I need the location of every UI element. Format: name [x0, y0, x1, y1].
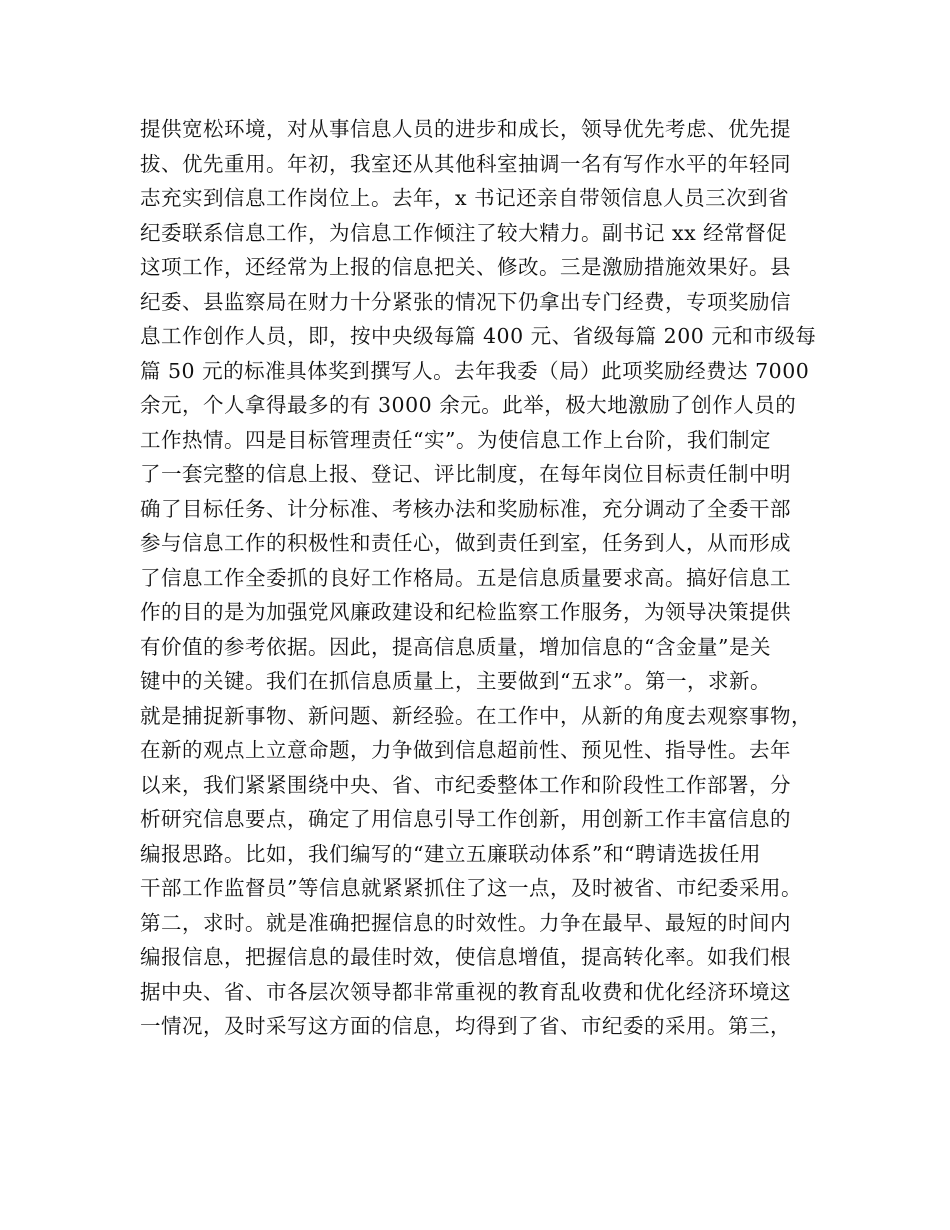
- text-line: 第二，求时。就是准确把握信息的时效性。力争在最早、最短的时间内: [140, 910, 791, 935]
- text-line: 据中央、省、市各层次领导都非常重视的教育乱收费和优化经济环境这: [140, 979, 791, 1004]
- text-line: 这项工作，还经常为上报的信息把关、修改。三是激励措施效果好。县: [140, 255, 791, 279]
- text-line: 编报信息，把握信息的最佳时效，使信息增值，提高转化率。如我们根: [140, 945, 791, 969]
- text-line: 在新的观点上立意命题，力争做到信息超前性、预见性、指导性。去年: [140, 738, 791, 762]
- text-line: 余元，个人拿得最多的有 3000 余元。此举，极大地激励了创作人员的: [140, 393, 797, 417]
- text-line: 纪委、县监察局在财力十分紧张的情况下仍拿出专门经费，专项奖励信: [140, 289, 791, 314]
- text-line: 编报思路。比如，我们编写的“建立五廉联动体系”和“聘请选拔任用: [140, 841, 761, 866]
- text-line: 析研究信息要点，确定了用信息引导工作创新，用创新工作丰富信息的: [140, 807, 791, 831]
- text-line: 确了目标任务、计分标准、考核办法和奖励标准，充分调动了全委干部: [140, 496, 791, 521]
- text-line: 一情况，及时采写这方面的信息，均得到了省、市纪委的采用。第三，: [140, 1014, 791, 1038]
- text-line: 作的目的是为加强党风廉政建设和纪检监察工作服务，为领导决策提供: [140, 600, 791, 624]
- text-line: 提供宽松环境，对从事信息人员的进步和成长，领导优先考虑、优先提: [140, 117, 791, 141]
- text-line: 有价值的参考依据。因此，提高信息质量，增加信息的“含金量”是关: [140, 634, 771, 659]
- text-line: 干部工作监督员”等信息就紧紧抓住了这一点，及时被省、市纪委采用。: [140, 876, 802, 900]
- text-line: 参与信息工作的积极性和责任心，做到责任到室，任务到人，从而形成: [140, 531, 791, 555]
- text-line: 了信息工作全委抓的良好工作格局。五是信息质量要求高。搞好信息工: [140, 565, 791, 590]
- text-line: 就是捕捉新事物、新问题、新经验。在工作中，从新的角度去观察事物，: [140, 703, 812, 728]
- text-line: 篇 50 元的标准具体奖到撰写人。去年我委（局）此项奖励经费达 7000: [140, 358, 810, 383]
- text-line: 了一套完整的信息上报、登记、评比制度，在每年岗位目标责任制中明: [140, 462, 791, 486]
- text-line: 工作热情。四是目标管理责任“实”。为使信息工作上台阶，我们制定: [140, 427, 771, 452]
- text-line: 键中的关键。我们在抓信息质量上，主要做到“五求”。第一，求新。: [140, 669, 771, 693]
- text-line: 纪委联系信息工作，为信息工作倾注了较大精力。副书记 xx 经常督促: [140, 220, 788, 245]
- body-text: [140, 112, 830, 1044]
- text-line: 志充实到信息工作岗位上。去年，x 书记还亲自带领信息人员三次到省: [140, 186, 790, 210]
- text-line: 以来，我们紧紧围绕中央、省、市纪委整体工作和阶段性工作部署，分: [140, 772, 791, 797]
- text-line: 息工作创作人员，即，按中央级每篇 400 元、省级每篇 200 元和市级每: [140, 324, 817, 348]
- text-line: 拔、优先重用。年初，我室还从其他科室抽调一名有写作水平的年轻同: [140, 151, 791, 176]
